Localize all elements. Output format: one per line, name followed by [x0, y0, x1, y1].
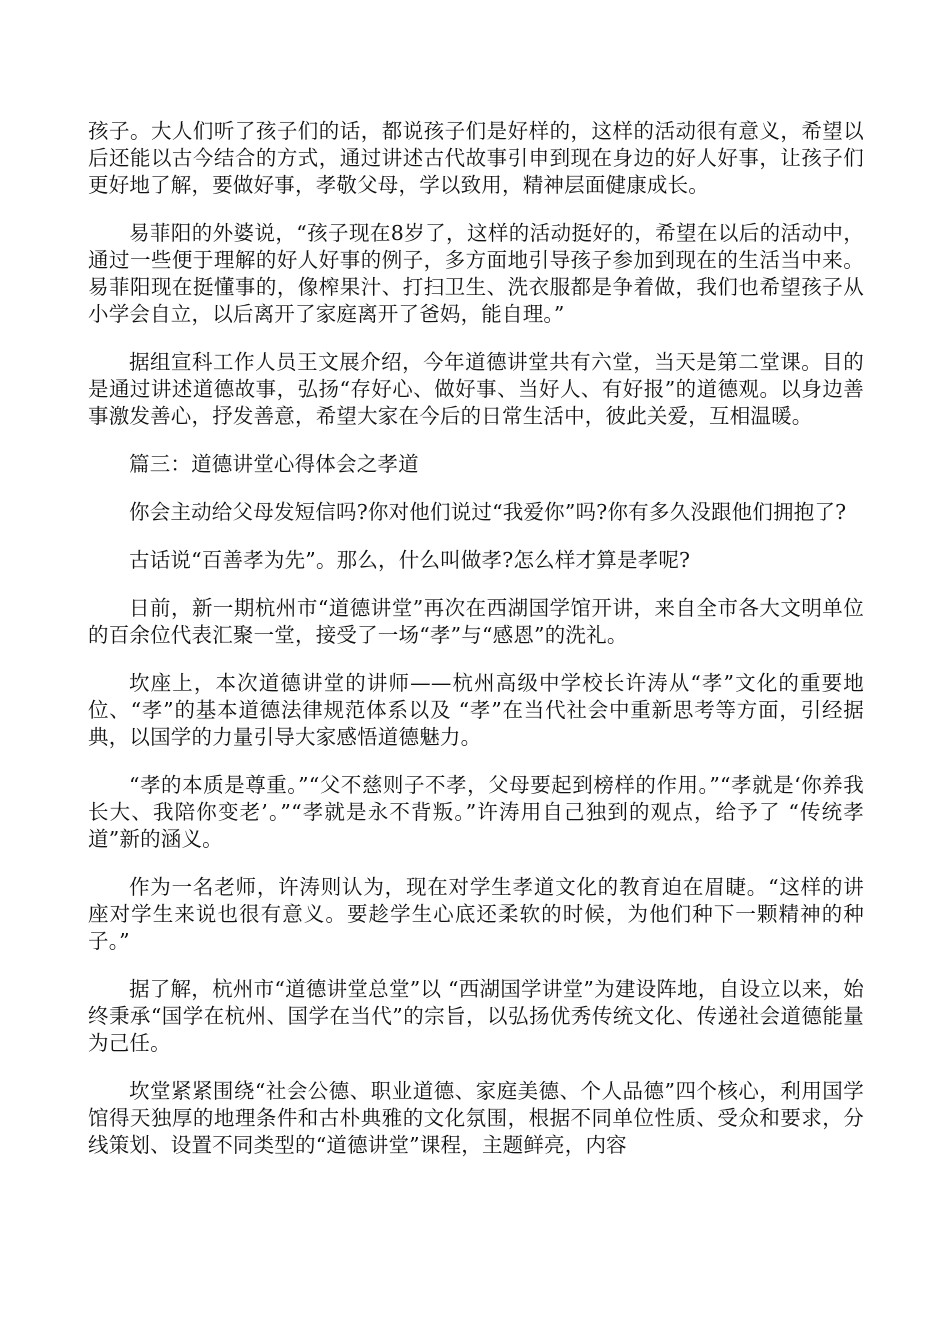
paragraph-2: 易菲阳的外婆说，“孩子现在8岁了，这样的活动挺好的，希望在以后的活动中，通过一些便于理解的好人好事的例子，多方面地引导孩子参加到现在的生活当中来。易菲阳现在挺懂事的，像榨果汁、打扫卫生、洗衣服都是争着做，我们也希望孩子从小学会自立，以后离开了家庭离开了爸妈，能自理。”	[88, 221, 864, 326]
paragraph-5: 你会主动给父母发短信吗?你对他们说过“我爱你”吗?你有多久没跟他们拥抱了?	[129, 500, 847, 524]
paragraph-11: 据了解，杭州市“道德讲堂总堂”以 “西湖国学讲堂”为建设阵地，自设立以来，始终秉承“国学在杭州、国学在当代”的宗旨，以弘扬优秀传统文化、传递社会道德能量为己任。	[88, 977, 864, 1055]
paragraph-1: 孩子。大人们听了孩子们的话，都说孩子们是好样的，这样的活动很有意义，希望以后还能以古今结合的方式，通过讲述古代故事引申到现在身边的好人好事，让孩子们更好地了解，要做好事，孝敬父母，学以致用，精神层面健康成长。	[88, 119, 864, 197]
section-heading: 篇三：道德讲堂心得体会之孝道	[129, 452, 419, 476]
paragraph-6: 古话说“百善孝为先”。那么，什么叫做孝?怎么样才算是孝呢?	[129, 548, 691, 572]
paragraph-9: “孝的本质是尊重。”“父不慈则子不孝，父母要起到榜样的作用。”“孝就是‘你养我长大、我陪你变老’。”“孝就是永不背叛。”许涛用自己独到的观点，给予了 “传统孝道”新的涵义。	[88, 773, 864, 851]
document-page	[88, 118, 864, 1180]
paragraph-7: 日前，新一期杭州市“道德讲堂”再次在西湖国学馆开讲，来自全市各大文明单位的百余位代表汇聚一堂，接受了一场“孝”与“感恩”的洗礼。	[88, 596, 864, 647]
paragraph-3: 据组宣科工作人员王文展介绍，今年道德讲堂共有六堂，当天是第二堂课。目的是通过讲述道德故事，弘扬“存好心、做好事、当好人、有好报”的道德观。以身边善事激发善心，抒发善意，希望大家在今后的日常生活中，彼此关爱，互相温暖。	[88, 350, 864, 428]
paragraph-10: 作为一名老师，许涛则认为，现在对学生孝道文化的教育迫在眉睫。“这样的讲座对学生来说也很有意义。要趁学生心底还柔软的时候，为他们种下一颗精神的种子。”	[88, 875, 864, 953]
paragraph-8: 坎座上，本次道德讲堂的讲师——杭州高级中学校长许涛从“孝”文化的重要地位、“孝”的基本道德法律规范体系以及 “孝”在当代社会中重新思考等方面，引经据典，以国学的力量引导大家感悟道德魅力。	[88, 671, 864, 749]
paragraph-12: 坎堂紧紧围绕“社会公德、职业道德、家庭美德、个人品德”四个核心，利用国学馆得天独厚的地理条件和古朴典雅的文化氛围，根据不同单位性质、受众和要求，分线策划、设置不同类型的“道德讲堂”课程，主题鲜亮，内容	[88, 1079, 864, 1157]
